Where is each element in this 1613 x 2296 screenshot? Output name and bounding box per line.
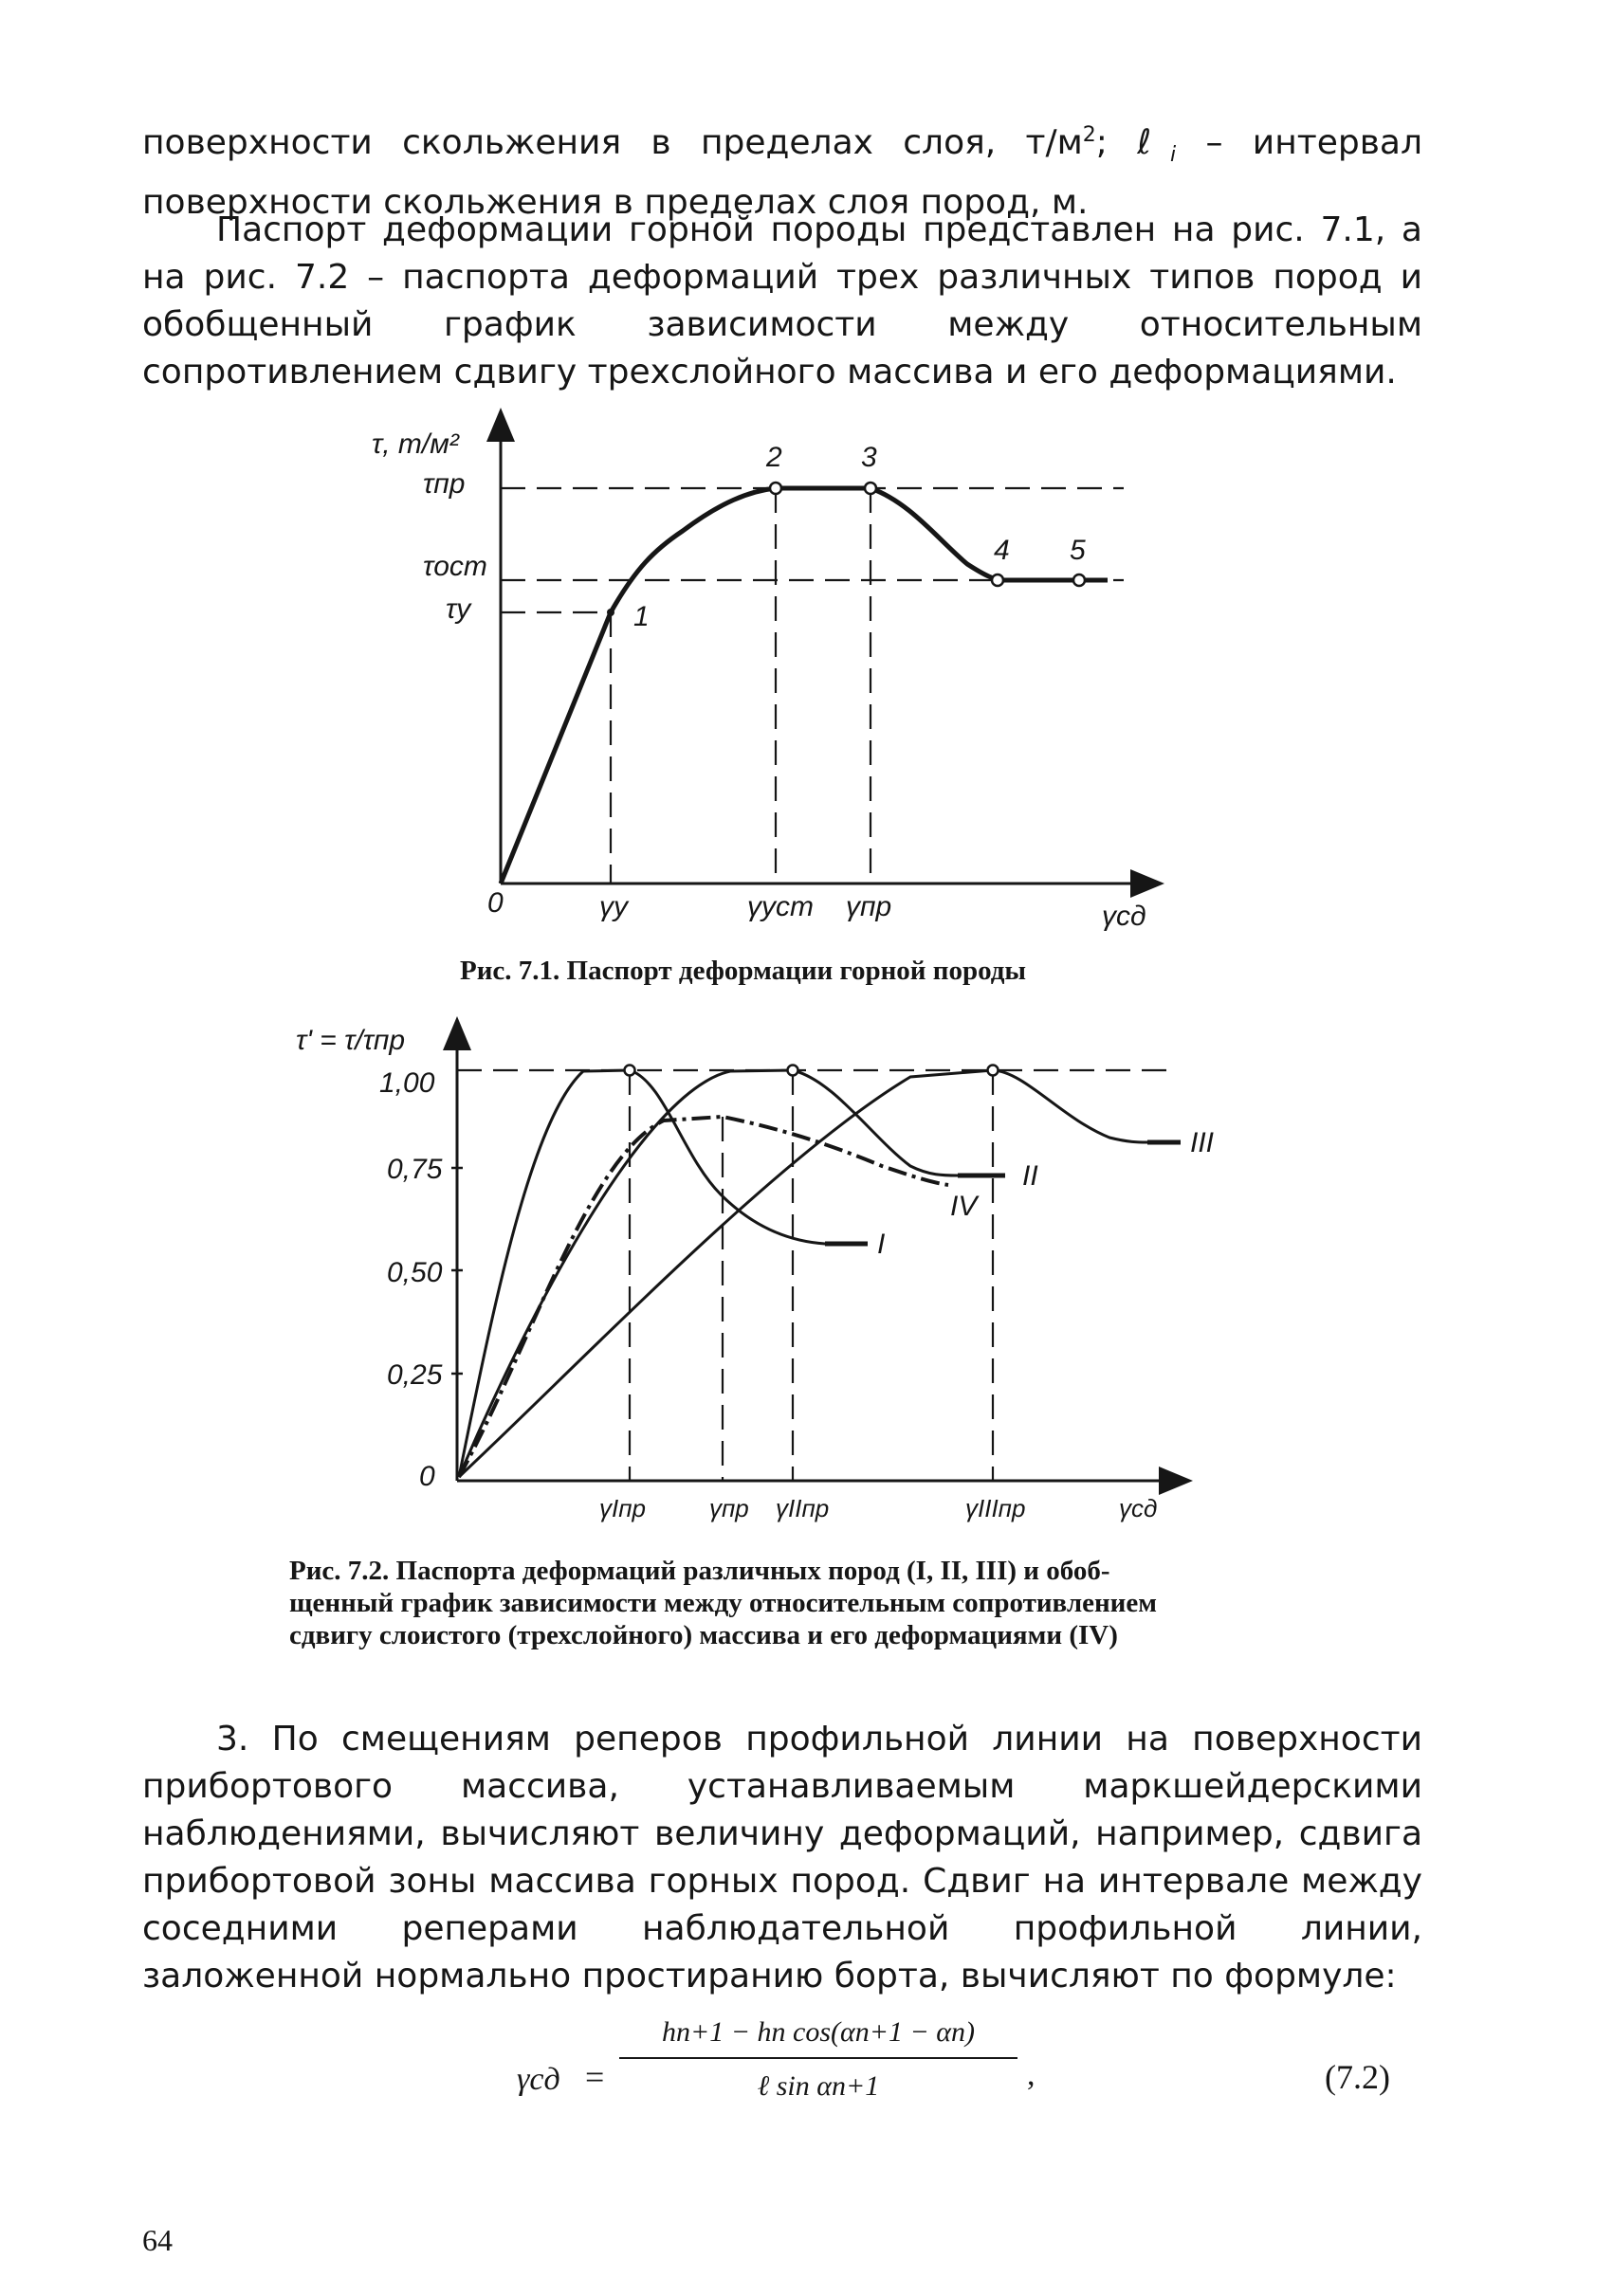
- fig2-x-label-gamma-3: γIIIпр: [965, 1494, 1026, 1522]
- fig2-y-axis-label: τ' = τ/τпр: [296, 1025, 406, 1056]
- fig2-label-II: II: [1022, 1160, 1038, 1192]
- fig2-curve-III: [459, 1070, 1181, 1477]
- fig2-curve-I: [459, 1070, 868, 1477]
- formula-fraction: [619, 2010, 1017, 2108]
- fig1-point-label-3: 3: [861, 442, 877, 473]
- figure-7-2-caption-line-3: сдвигу слоистого (трехслойного) массива и его деформациями (IV): [289, 1620, 1118, 1650]
- figure-7-1-caption: Рис. 7.1. Паспорт деформации горной породы: [460, 956, 1027, 986]
- fig1-y-label-tau-y: τy: [446, 593, 471, 625]
- formula-number: (7.2): [1325, 2058, 1390, 2096]
- fig2-label-IV: IV: [950, 1191, 978, 1222]
- fig1-point-label-4: 4: [994, 535, 1010, 566]
- fig2-x-label-gamma-pr: γпр: [709, 1494, 749, 1522]
- paragraph-figure-intro: Паспорт деформации горной породы представлен на рис. 7.1, а на рис. 7.2 – паспорта деформаций трех различных типов пород и обобщенный график зависимости между относительным сопротивлением сдвигу трехслойного массива и его деформациями.: [142, 210, 1422, 392]
- fig2-x-label-gamma-1: γIпр: [599, 1494, 646, 1522]
- fig2-label-I: I: [877, 1229, 886, 1260]
- fig2-peak-II: [788, 1066, 798, 1076]
- fig1-y-axis-label: τ, т/м²: [372, 428, 459, 460]
- figure-7-2-caption-line-1: Рис. 7.2. Паспорта деформаций различных пород (I, II, III) и обоб-: [289, 1556, 1110, 1586]
- formula-lhs: γсд: [517, 2062, 560, 2097]
- fig2-peak-I: [625, 1066, 635, 1076]
- fig1-x-label-gamma-sd: γсд: [1102, 901, 1146, 932]
- figure-7-2-caption-line-2: щенный график зависимости между относительным сопротивлением: [289, 1588, 1158, 1618]
- fig2-curve-II: [459, 1070, 1005, 1477]
- fig2-y-tick-050: 0,50: [387, 1257, 443, 1288]
- fig1-point-label-5: 5: [1070, 535, 1086, 566]
- formula-numerator: hn+1 − hn cos(αn+1 − αn): [662, 2016, 975, 2048]
- fig2-y-tick-100: 1,00: [379, 1067, 435, 1099]
- fig2-label-III: III: [1190, 1127, 1215, 1158]
- fig1-point-label-2: 2: [766, 442, 782, 473]
- paragraph-shear-calculation: 3. По смещениям реперов профильной линии на поверхности прибортового массива, устанавливаемым маркшейдерскими наблюдениями, вычисляют величину деформаций, например, сдвига прибортовой зоны массива горных пород. Сдвиг на интервале между соседними реперами наблюдательной профильной линии, заложенной нормально простиранию борта, вычисляют по формуле:: [142, 1720, 1422, 1995]
- fig2-peak-III: [988, 1066, 999, 1076]
- fig1-y-label-tau-pr: τпр: [423, 468, 466, 500]
- formula-7-2: γсд = hn+1 − hn cos(αn+1 − αn) ℓ sin αn+1 , (7.2): [517, 2010, 1370, 2142]
- fig2-x-label-gamma-2: γIIпр: [776, 1494, 830, 1522]
- page-number: 64: [142, 2223, 173, 2257]
- fig1-y-label-tau-ost: τост: [423, 551, 487, 582]
- figure-7-2-caption: [289, 1555, 1157, 1651]
- fig1-x-label-gamma-ust: γуст: [747, 891, 814, 922]
- fig1-x-origin: 0: [487, 887, 504, 919]
- paragraph-continuation: поверхности скольжения в пределах слоя, $т/м^2$; ℓ$_i$ – интервал поверхности скольжения в пределах слоя пород, м.: [142, 123, 1422, 223]
- fig1-x-label-gamma-pr: γпр: [846, 891, 892, 922]
- fig2-y-tick-075: 0,75: [387, 1154, 443, 1185]
- fig2-y-tick-025: 0,25: [387, 1359, 443, 1391]
- fig1-x-label-gamma-y: γy: [599, 891, 628, 922]
- fig2-x-label-gamma-sd: γсд: [1119, 1494, 1158, 1522]
- fig1-point-label-1: 1: [633, 601, 650, 632]
- fig2-x-origin: 0: [419, 1461, 435, 1492]
- formula-denominator: ℓ sin αn+1: [757, 2070, 880, 2102]
- formula-trailing-comma: ,: [1027, 2057, 1036, 2092]
